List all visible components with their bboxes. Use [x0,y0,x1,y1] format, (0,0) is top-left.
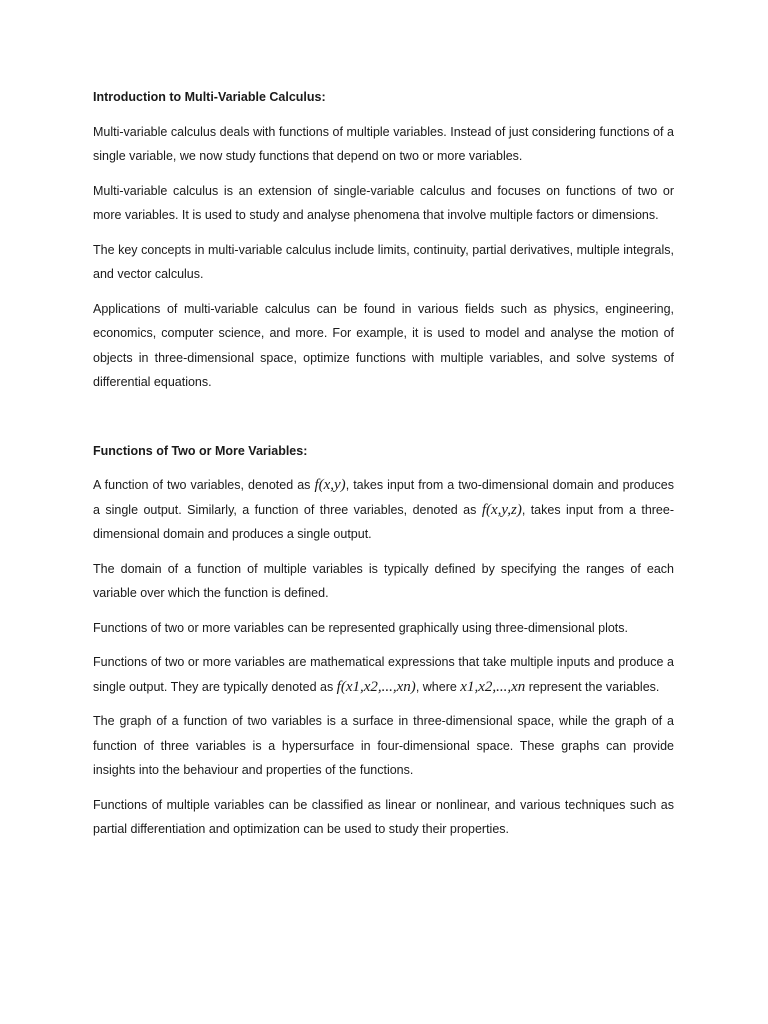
document-page [93,85,674,852]
section-heading-intro: Introduction to Multi-Variable Calculus: [93,90,326,104]
paragraph-functions-5: The graph of a function of two variables is a surface in three-dimensional space, while the graph of a function of three variables is a hypersurface in four-dimensional space. These graphs can provide insights into the behaviour and properties of the functions. [93,714,674,777]
text-run: , takes input from a two-dimensional domain and produces a single output. Similarly, a function of three variables, denoted as [93,478,674,517]
paragraph-intro-1: Multi-variable calculus deals with functions of multiple variables. Instead of just considering functions of a single variable, we now study functions that depend on two or more variables. [93,124,674,163]
math-expression: f(x,y,z) [481,501,522,518]
paragraph-intro-2: Multi-variable calculus is an extension of single-variable calculus and focuses on functions of two or more variables. It is used to study and analyse phenomena that involve multiple factors or dimensions. [93,183,674,222]
math-expression: f(x,y) [314,477,346,493]
paragraph-functions-1 [93,473,674,547]
paragraph-intro-3: The key concepts in multi-variable calculus include limits, continuity, partial derivatives, multiple integrals, and vector calculus. [93,242,674,281]
text-run: , takes input from a three-dimensional domain and produces a single output. [93,502,674,541]
section-heading-functions: Functions of Two or More Variables: [93,443,308,458]
paragraph-intro-4: Applications of multi-variable calculus can be found in various fields such as physics, engineering, economics, computer science, and more. For example, it is used to model and analyse the motion of objects in three-dimensional space, optimize functions with multiple variables, and solve systems of differential equations. [93,301,674,389]
paragraph-functions-4 [93,650,674,699]
text-run: , where [415,679,461,694]
text-run: A function of two variables, denoted as [93,478,315,492]
text-run: Functions of two or more variables are mathematical expressions that take multiple inputs and produce a single output. They are typically denoted as [93,655,674,694]
math-expression: x1,x2,...,xn [460,678,526,695]
paragraph-functions-3: Functions of two or more variables can be represented graphically using three-dimensional plots. [93,620,629,635]
paragraph-functions-2: The domain of a function of multiple variables is typically defined by specifying the ranges of each variable over which the function is defined. [93,561,674,600]
text-run: represent the variables. [525,679,660,694]
paragraph-functions-6: Functions of multiple variables can be classified as linear or nonlinear, and various techniques such as partial differentiation and optimization can be used to study their properties. [93,797,674,836]
math-expression: f(x1,x2,...,xn) [336,678,416,695]
section-spacer [93,405,674,439]
